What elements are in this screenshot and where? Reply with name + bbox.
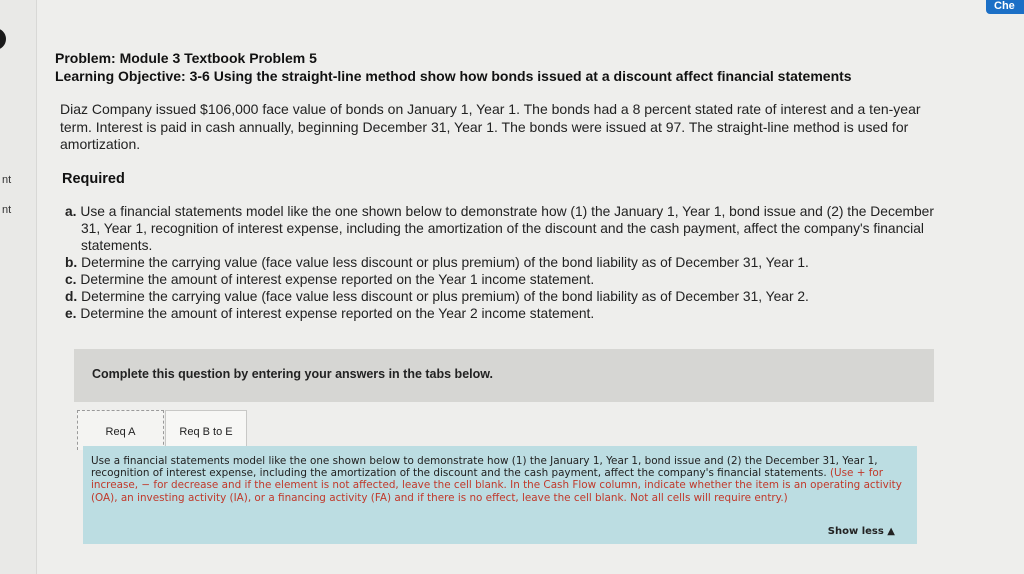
requirement-letter: e. — [65, 306, 77, 321]
requirement-text: Use a financial statements model like the one shown below to demonstrate how (1) the January 1, Year 1, bond issue and (2) the December 31, Year 1, recognition of interest expense, including the amortization of the discount and the cash payment, affect the company's financial statements. — [80, 204, 934, 253]
left-sidebar — [0, 0, 37, 574]
requirement-letter: c. — [65, 272, 77, 287]
sidebar-item-label[interactable]: nt — [2, 204, 12, 216]
tab-req-a[interactable]: Req A — [77, 410, 164, 450]
instructions-text: Use a financial statements model like the one shown below to demonstrate how (1) the January 1, Year 1, bond issue and (2) the December 31, Year 1, recognition of interest expense, including the amortization of the discount and the cash payment, affect the company's financial statements. — [91, 455, 878, 480]
show-less-label: Show less — [827, 525, 884, 537]
requirement-text: Determine the carrying value (face value less discount or plus premium) of the bond liability as of December 31, Year 2. — [81, 289, 809, 304]
instructions-note: (Use + for increase, − for decrease and if the element is not affected, leave the cell blank. In the Cash Flow column, indicate whether the item is an operating activity (OA), an investing activity (IA), or a financing activity (FA) and if there is no effect, leave the cell blank. Not all cells will require entry.) — [91, 467, 902, 504]
requirement-text: Determine the carrying value (face value less discount or plus premium) of the bond liability as of December 31, Year 1. — [81, 255, 809, 270]
problem-description: Diaz Company issued $106,000 face value of bonds on January 1, Year 1. The bonds had a 8 percent stated rate of interest and a ten-year term. Interest is paid in cash annually, beginning December 31, Year 1. The bonds were issued at 97. The straight-line method is used for amortization. — [60, 101, 921, 152]
tab-req-b-to-e[interactable]: Req B to E — [165, 410, 247, 450]
requirement-letter: b. — [65, 255, 78, 270]
requirement-text: Determine the amount of interest expense reported on the Year 1 income statement. — [80, 272, 595, 287]
problem-title: Problem: Module 3 Textbook Problem 5 — [55, 50, 317, 66]
show-less-link[interactable] — [828, 526, 895, 538]
requirement-letter: a. — [65, 204, 77, 219]
requirement-letter: d. — [65, 289, 78, 304]
sidebar-item-label[interactable]: nt — [2, 174, 12, 186]
sidebar-marker — [0, 28, 6, 50]
requirements-list — [65, 203, 935, 322]
requirement-item — [65, 305, 935, 322]
learning-objective: Learning Objective: 3-6 Using the straight-line method show how bonds issued at a discount affect financial statements — [55, 68, 852, 84]
instructions-banner: Complete this question by entering your answers in the tabs below. — [74, 349, 934, 402]
triangle-up-icon: ▲ — [887, 525, 895, 537]
required-heading: Required — [62, 171, 125, 187]
requirement-text: Determine the amount of interest expense reported on the Year 2 income statement. — [80, 306, 595, 321]
requirement-item — [65, 288, 935, 305]
requirement-item — [65, 271, 935, 288]
instructions-panel — [83, 446, 917, 544]
requirement-item — [65, 254, 935, 271]
requirement-item — [65, 203, 935, 254]
check-my-work-button[interactable]: Che — [986, 0, 1024, 14]
